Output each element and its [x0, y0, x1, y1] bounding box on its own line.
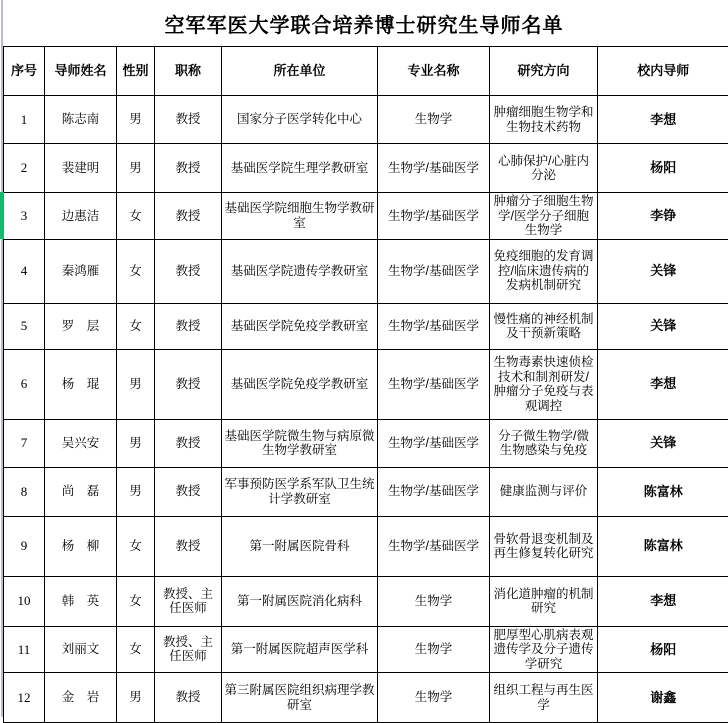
cell-advisor: 李想: [598, 349, 728, 419]
cell-no: 9: [4, 516, 45, 576]
cell-unit: 基础医学院生理学教研室: [222, 144, 378, 193]
cell-advisor: 杨阳: [598, 626, 728, 673]
page-title: 空军军医大学联合培养博士研究生导师名单: [0, 0, 728, 46]
cell-advisor: 谢鑫: [598, 673, 728, 723]
cell-direction: 消化道肿瘤的机制研究: [490, 576, 598, 626]
table-row: [4, 576, 728, 626]
table-row: [4, 144, 728, 193]
header-row: [4, 47, 728, 96]
cell-advisor: 李铮: [598, 193, 728, 240]
cell-gender: 男: [117, 96, 155, 144]
cell-no: 7: [4, 419, 45, 467]
cell-no: 6: [4, 349, 45, 419]
cell-name: 吴兴安: [45, 419, 117, 467]
cell-direction: 健康监测与评价: [490, 467, 598, 516]
cell-direction: 心肺保护/心脏内分泌: [490, 144, 598, 193]
cell-title: 教授: [155, 96, 222, 144]
cell-major: 生物学: [378, 576, 490, 626]
column-header-3: 职称: [155, 47, 222, 96]
cell-direction: 肿瘤细胞生物学和生物技术药物: [490, 96, 598, 144]
table-row: [4, 516, 728, 576]
cell-advisor: 关锋: [598, 419, 728, 467]
advisor-roster-table: [3, 46, 728, 723]
cell-no: 2: [4, 144, 45, 193]
cell-direction: 骨软骨退变机制及再生修复转化研究: [490, 516, 598, 576]
cell-no: 8: [4, 467, 45, 516]
cell-advisor: 陈富林: [598, 516, 728, 576]
cell-name: 罗 层: [45, 303, 117, 349]
cell-title: 教授: [155, 239, 222, 303]
cell-major: 生物学/基础医学: [378, 144, 490, 193]
cell-name: 秦鸿雁: [45, 239, 117, 303]
cell-gender: 女: [117, 303, 155, 349]
cell-name: 金 岩: [45, 673, 117, 723]
cell-major: 生物学/基础医学: [378, 239, 490, 303]
cell-no: 12: [4, 673, 45, 723]
column-header-0: 序号: [4, 47, 45, 96]
cell-unit: 基础医学院遗传学教研室: [222, 239, 378, 303]
table-row: [4, 467, 728, 516]
cell-advisor: 关锋: [598, 239, 728, 303]
column-header-7: 校内导师: [598, 47, 728, 96]
cell-direction: 分子微生物学/微生物感染与免疫: [490, 419, 598, 467]
cell-name: 尚 磊: [45, 467, 117, 516]
cell-title: 教授: [155, 673, 222, 723]
column-header-6: 研究方向: [490, 47, 598, 96]
cell-major: 生物学/基础医学: [378, 349, 490, 419]
cell-name: 韩 英: [45, 576, 117, 626]
cell-unit: 基础医学院免疫学教研室: [222, 303, 378, 349]
cell-major: 生物学: [378, 96, 490, 144]
cell-unit: 基础医学院微生物与病原微生物学教研室: [222, 419, 378, 467]
row-selection-marker: [0, 192, 4, 239]
cell-title: 教授: [155, 349, 222, 419]
cell-name: 边惠洁: [45, 193, 117, 240]
table-row: [4, 626, 728, 673]
cell-major: 生物学/基础医学: [378, 193, 490, 240]
cell-no: 1: [4, 96, 45, 144]
cell-name: 杨 柳: [45, 516, 117, 576]
table-row: [4, 419, 728, 467]
cell-major: 生物学/基础医学: [378, 419, 490, 467]
cell-direction: 生物毒素快速侦检技术和制剂研发/肿瘤分子免疫与表观调控: [490, 349, 598, 419]
cell-gender: 女: [117, 516, 155, 576]
cell-unit: 基础医学院免疫学教研室: [222, 349, 378, 419]
cell-gender: 男: [117, 349, 155, 419]
cell-major: 生物学/基础医学: [378, 303, 490, 349]
cell-advisor: 关锋: [598, 303, 728, 349]
table-row: [4, 193, 728, 240]
cell-unit: 第一附属医院消化病科: [222, 576, 378, 626]
cell-unit: 国家分子医学转化中心: [222, 96, 378, 144]
cell-major: 生物学: [378, 626, 490, 673]
column-header-1: 导师姓名: [45, 47, 117, 96]
column-header-5: 专业名称: [378, 47, 490, 96]
cell-title: 教授: [155, 467, 222, 516]
cell-gender: 女: [117, 193, 155, 240]
cell-unit: 军事预防医学系军队卫生统计学教研室: [222, 467, 378, 516]
cell-direction: 慢性痛的神经机制及干预新策略: [490, 303, 598, 349]
cell-name: 杨 琨: [45, 349, 117, 419]
cell-gender: 男: [117, 144, 155, 193]
cell-no: 4: [4, 239, 45, 303]
cell-title: 教授、主任医师: [155, 626, 222, 673]
table-row: [4, 96, 728, 144]
cell-advisor: 李想: [598, 576, 728, 626]
table-row: [4, 303, 728, 349]
cell-major: 生物学/基础医学: [378, 467, 490, 516]
cell-direction: 组织工程与再生医学: [490, 673, 598, 723]
cell-no: 11: [4, 626, 45, 673]
table-row: [4, 239, 728, 303]
cell-gender: 女: [117, 239, 155, 303]
left-edge-line: [1, 0, 3, 717]
table-row: [4, 673, 728, 723]
cell-title: 教授、主任医师: [155, 576, 222, 626]
cell-no: 3: [4, 193, 45, 240]
cell-title: 教授: [155, 193, 222, 240]
cell-advisor: 杨阳: [598, 144, 728, 193]
cell-no: 10: [4, 576, 45, 626]
column-header-2: 性别: [117, 47, 155, 96]
cell-gender: 女: [117, 576, 155, 626]
cell-title: 教授: [155, 303, 222, 349]
cell-major: 生物学: [378, 673, 490, 723]
cell-direction: 肥厚型心肌病表观遗传学及分子遗传学研究: [490, 626, 598, 673]
cell-no: 5: [4, 303, 45, 349]
cell-name: 陈志南: [45, 96, 117, 144]
cell-unit: 第一附属医院骨科: [222, 516, 378, 576]
cell-direction: 免疫细胞的发育调控/临床遗传病的发病机制研究: [490, 239, 598, 303]
cell-advisor: 陈富林: [598, 467, 728, 516]
table-row: [4, 349, 728, 419]
cell-gender: 男: [117, 673, 155, 723]
cell-unit: 基础医学院细胞生物学教研室: [222, 193, 378, 240]
cell-gender: 女: [117, 626, 155, 673]
cell-advisor: 李想: [598, 96, 728, 144]
cell-title: 教授: [155, 419, 222, 467]
cell-gender: 男: [117, 467, 155, 516]
cell-gender: 男: [117, 419, 155, 467]
cell-unit: 第一附属医院超声医学科: [222, 626, 378, 673]
cell-name: 刘丽文: [45, 626, 117, 673]
cell-name: 裴建明: [45, 144, 117, 193]
cell-title: 教授: [155, 144, 222, 193]
cell-major: 生物学/基础医学: [378, 516, 490, 576]
cell-title: 教授: [155, 516, 222, 576]
cell-direction: 肿瘤分子细胞生物学/医学分子细胞生物学: [490, 193, 598, 240]
column-header-4: 所在单位: [222, 47, 378, 96]
cell-unit: 第三附属医院组织病理学教研室: [222, 673, 378, 723]
